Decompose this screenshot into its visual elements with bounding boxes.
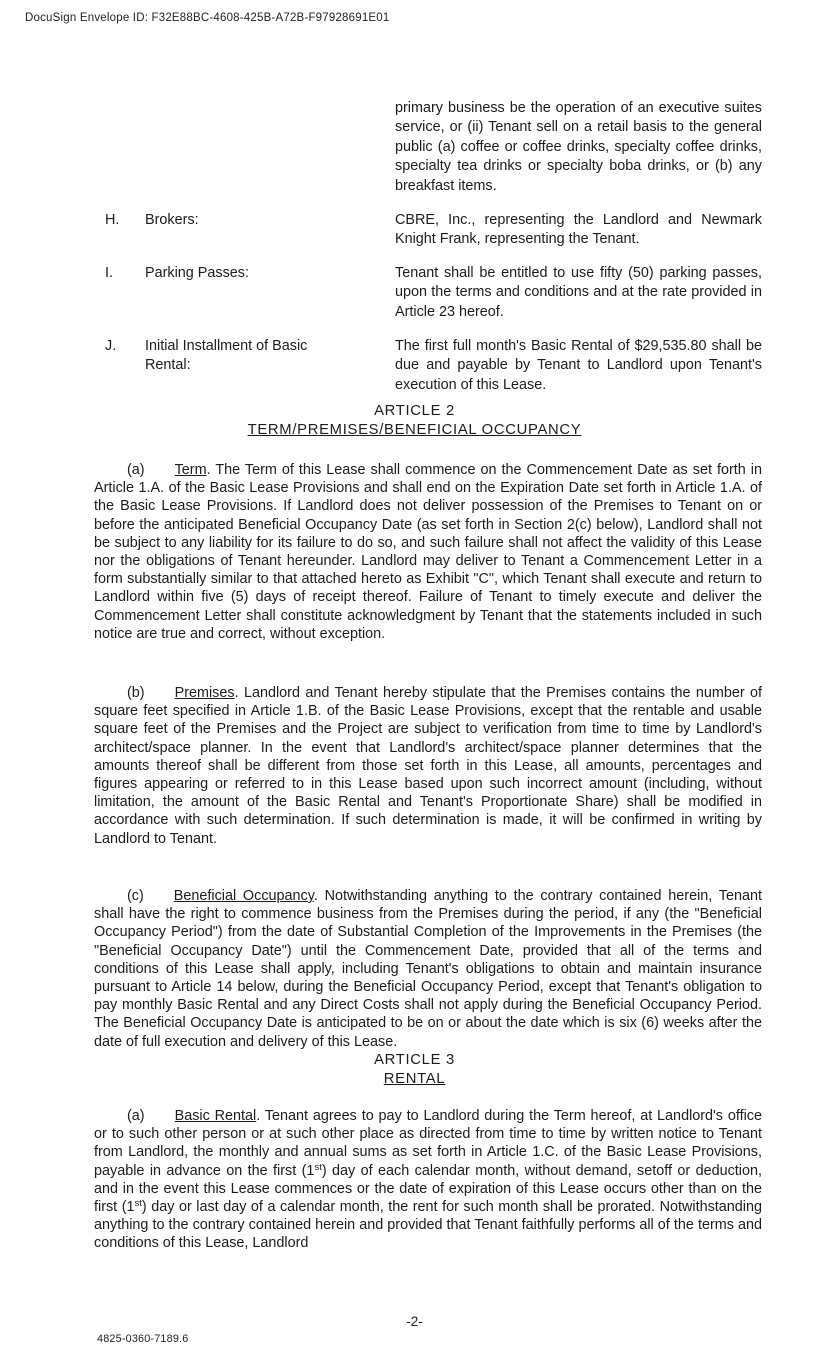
- provision-row-initial-installment: [105, 337, 762, 395]
- docusign-envelope-id: DocuSign Envelope ID: F32E88BC-4608-425B-A72B-F97928691E01: [25, 12, 390, 24]
- provision-label: Parking Passes:: [145, 265, 249, 281]
- document-control-number: 4825-0360-7189.6: [97, 1333, 189, 1345]
- article-title: TERM/PREMISES/BENEFICIAL OCCUPANCY: [247, 422, 582, 439]
- paragraph-premises: (b) Premises. Landlord and Tenant hereby stipulate that the Premises contains the number of square feet specified in Article 1.B. of the Basic Lease Provisions, except that the rentable and usable square feet of the Premises and the Project are subject to verification from time to time by Landlord's architect/space planner. In the event that Landlord's architect/space planner determines that the amounts thereof shall be different from those set forth in this Lease, all amounts, percentages and figures appearing or referred to in this Lease based upon such incorrect amount (including, without limitation, the amount of the Basic Rental and Tenant's Proportionate Share) shall be modified in accordance with such determination. If such determination is made, it will be confirmed in writing by Landlord to Tenant.: [94, 685, 762, 847]
- provision-label: Initial Installment of Basic Rental:: [145, 338, 308, 374]
- provision-text: CBRE, Inc., representing the Landlord and Newmark Knight Frank, representing the Tenant.: [395, 212, 762, 248]
- article-2-heading: [0, 402, 829, 440]
- provision-letter: J.: [105, 338, 117, 354]
- article-number: ARTICLE 2: [374, 403, 455, 419]
- paragraph-beneficial-occupancy: (c) Beneficial Occupancy. Notwithstanding anything to the contrary contained herein, Tenant shall have the right to commence business from the Premises during the period, if any (the "Beneficial Occupancy Period") from the date of Substantial Completion of the Improvements in the Premises (the "Beneficial Occupancy Date") until the Commencement Date, provided that all of the terms and conditions of this Lease shall apply, including Tenant's obligations to obtain and maintain insurance pursuant to Article 14 below, during the Beneficial Occupancy Period, except that Tenant's obligation to pay monthly Basic Rental and any Direct Costs shall not apply during the Beneficial Occupancy Period. The Beneficial Occupancy Date is anticipated to be on or about the date which is six (6) weeks after the date of full execution and delivery of this Lease.: [94, 888, 762, 1050]
- provision-text: The first full month's Basic Rental of $29,535.80 shall be due and payable by Tenant to Landlord upon Tenant's execution of this Lease.: [395, 338, 762, 393]
- provision-row-brokers: [105, 211, 762, 250]
- article-number: ARTICLE 3: [374, 1052, 455, 1068]
- page-number: -2-: [406, 1314, 423, 1329]
- paragraph-basic-rental: (a) Basic Rental. Tenant agrees to pay to Landlord during the Term hereof, at Landlord's office or to such other person or at such other place as directed from time to time by written notice to Tenant from Landlord, the monthly and annual sums as set forth in Article 1.C. of the Basic Lease Provisions, payable in advance on the first (1st) day of each calendar month, without demand, setoff or deduction, and in the event this Lease commences or the date of expiration of this Lease occurs other than on the first (1st) day or last day of a calendar month, the rent for such month shall be prorated. Notwithstanding anything to the contrary contained herein and provided that Tenant faithfully performs all of the terms and conditions of this Lease, Landlord: [94, 1108, 763, 1252]
- article-3-heading: [0, 1051, 829, 1089]
- article-title: RENTAL: [383, 1071, 446, 1088]
- provision-letter: I.: [105, 265, 113, 281]
- paragraph-term: (a) Term. The Term of this Lease shall commence on the Commencement Date as set forth in Article 1.A. of the Basic Lease Provisions and shall end on the Expiration Date set forth in Article 1.A. of the Basic Lease Provisions. If Landlord does not deliver possession of the Premises to Tenant on or before the anticipated Beneficial Occupancy Date (as set forth in Section 2(c) below), Landlord shall not be subject to any liability for its failure to do so, and such failure shall not affect the validity of this Lease nor the obligations of Tenant hereunder. Landlord may deliver to Tenant a Commencement Letter in a form substantially similar to that attached hereto as Exhibit "C", which Tenant shall execute and return to Landlord within five (5) days of receipt thereof. Failure of Tenant to timely execute and deliver the Commencement Letter shall constitute acknowledgment by Tenant that the statements included in such notice are true and correct, without exception.: [94, 462, 762, 642]
- provision-letter: H.: [105, 212, 120, 228]
- provision-label: Brokers:: [145, 212, 199, 228]
- provision-row-parking-passes: [105, 264, 762, 322]
- intro-continuation-paragraph: primary business be the operation of an executive suites service, or (ii) Tenant sell on a retail basis to the general public (a) coffee or coffee drinks, specialty coffee drinks, specialty tea drinks or specialty boba drinks, or (b) any breakfast items.: [395, 100, 762, 194]
- provision-text: Tenant shall be entitled to use fifty (50) parking passes, upon the terms and conditions and at the rate provided in Article 23 hereof.: [395, 265, 762, 320]
